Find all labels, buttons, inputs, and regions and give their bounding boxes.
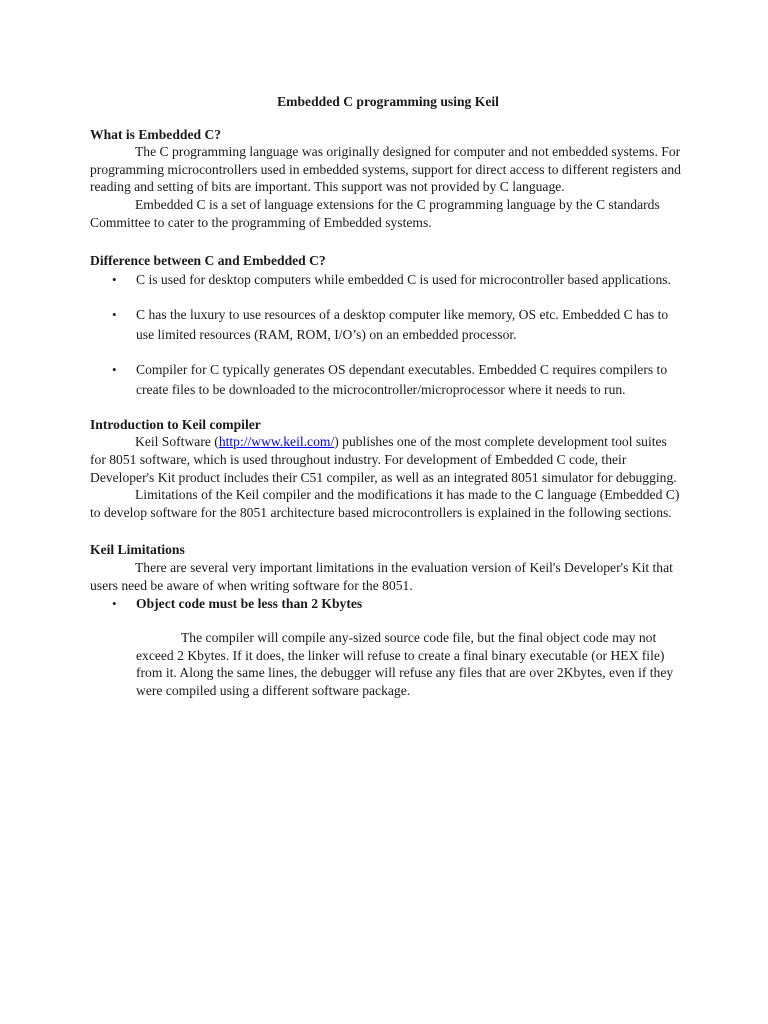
paragraph-keil-limitations-intro: Limitations of the Keil compiler and the modifications it has made to the C language (Embedded C) to develop software for the 8051 architecture based microcontrollers is explained in the following sections.	[90, 487, 680, 520]
paragraph-object-code-limit: The compiler will compile any-sized source code file, but the final object code may not exceed 2 Kbytes. If it does, the linker will refuse to create a final binary executable (or HEX file) from it. Along the same lines, the debugger will refuse any files that are over 2Kbytes, even if they were compiled using a different software package.	[136, 630, 674, 698]
paragraph-keil-software	[90, 433, 686, 486]
list-item	[90, 360, 686, 400]
paragraph-embedded-c-intro: The C programming language was originally designed for computer and not embedded systems. For programming microcontrollers used in embedded systems, support for direct access to different registers and reading and setting of bits are important. This support was not provided by C language.	[90, 144, 681, 195]
document-title: Embedded C programming using Keil	[277, 94, 499, 109]
bullet-icon: •	[112, 361, 117, 377]
bullet-icon: •	[112, 306, 117, 322]
list-item	[90, 270, 686, 290]
document-page	[90, 88, 686, 699]
keil-limitations-list	[90, 594, 686, 614]
list-item-title: Object code must be less than 2 Kbytes	[136, 596, 363, 612]
paragraph-embedded-c-definition: Embedded C is a set of language extensions for the C programming language by the C standards Committee to cater to the programming of Embedded systems.	[90, 196, 660, 230]
difference-list	[90, 270, 686, 400]
keil-website-link[interactable]: http://www.keil.com/	[218, 434, 335, 450]
heading-difference-c-embedded-c: Difference between C and Embedded C?	[90, 253, 326, 269]
heading-what-is-embedded-c: What is Embedded C?	[90, 126, 222, 142]
list-item-text: Compiler for C typically generates OS dependant executables. Embedded C requires compilers to create files to be downloaded to the microcontroller/microprocessor where it needs to run.	[136, 361, 668, 397]
list-item	[90, 594, 686, 614]
paragraph-text: ) publishes one of the most complete development tool suites for 8051 software, which is used throughout industry. For development of Embedded C code, their Developer's Kit product includes their C51 compiler, as well as an integrated 8051 simulator for debugging.	[90, 434, 677, 485]
list-item-text: C is used for desktop computers while embedded C is used for microcontroller based applications.	[136, 271, 671, 287]
list-item	[90, 305, 686, 345]
list-item-text: C has the luxury to use resources of a desktop computer like memory, OS etc. Embedded C has to use limited resources (RAM, ROM, I/O’s) on an embedded processor.	[136, 306, 669, 342]
heading-intro-keil-compiler: Introduction to Keil compiler	[90, 416, 261, 432]
bullet-icon: •	[112, 596, 117, 612]
heading-keil-limitations: Keil Limitations	[90, 542, 185, 558]
paragraph-text: Keil Software (	[135, 434, 219, 450]
paragraph-evaluation-limitations: There are several very important limitations in the evaluation version of Keil's Developer's Kit that users need be aware of when writing software for the 8051.	[90, 559, 673, 593]
bullet-icon: •	[112, 271, 117, 287]
